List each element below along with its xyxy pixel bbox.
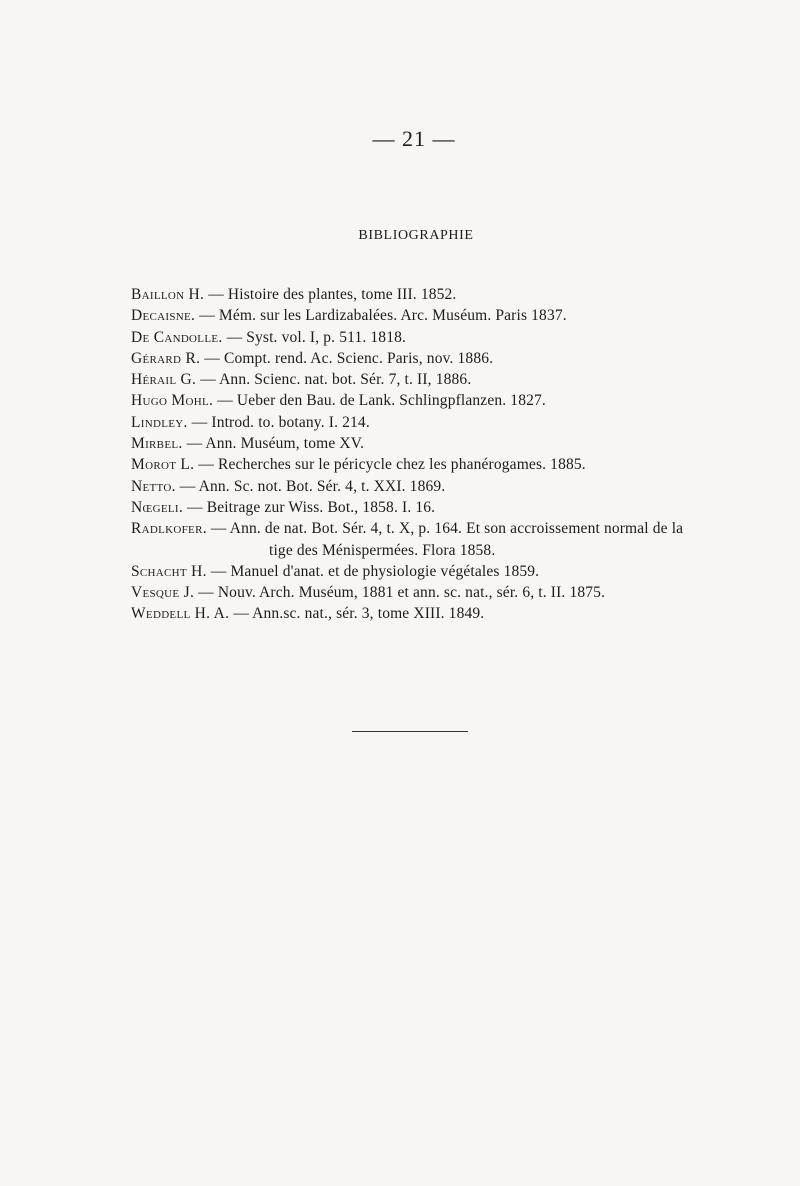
bibliography-entry [131, 412, 711, 433]
bibliography-entry [131, 561, 711, 582]
entry-author: Radlkofer. [131, 520, 207, 538]
entry-author: Gérard R. [131, 349, 201, 367]
page-number: — 21 — [372, 126, 456, 151]
entry-reference: — Ann. Sc. not. Bot. Sér. 4, t. XXI. 1869. [175, 477, 446, 495]
entry-reference: — Ann. Muséum, tome XV. [182, 435, 365, 453]
entry-reference: — Introd. to. botany. I. 214. [187, 413, 370, 431]
entry-reference: — Ann.sc. nat., sér. 3, tome XIII. 1849. [229, 605, 485, 623]
bibliography-entry [131, 454, 711, 475]
entry-author: De Candolle. [131, 328, 223, 346]
bibliography-entry [131, 327, 711, 348]
entry-reference: — Mém. sur les Lardizabalées. Arc. Muséum. Paris 1837. [195, 307, 567, 325]
end-rule-divider [352, 731, 468, 732]
entry-reference: — Beitrage zur Wiss. Bot., 1858. I. 16. [183, 498, 436, 516]
entry-reference: — Ueber den Bau. de Lank. Schlingpflanzen. 1827. [213, 392, 546, 410]
bibliography-entry [131, 390, 711, 411]
entry-reference: — Syst. vol. I, p. 511. 1818. [222, 328, 407, 346]
entry-author: Morot L. [131, 456, 195, 474]
entry-author: Schacht H. [131, 562, 207, 580]
bibliography-list [131, 284, 711, 625]
entry-reference: — Ann. de nat. Bot. Sér. 4, t. X, p. 164. Et son accroissement normal de la tige des Ménispermées. Flora 1858. [206, 520, 684, 559]
entry-author: Netto. [131, 477, 176, 495]
entry-author: Vesque J. [131, 584, 195, 602]
bibliography-entry [131, 518, 711, 561]
entry-author: Mirbel. [131, 435, 183, 453]
entry-author: Hugo Mohl. [131, 392, 214, 410]
bibliography-entry [131, 305, 711, 326]
bibliography-entry [131, 582, 711, 603]
entry-reference: — Manuel d'anat. et de physiologie végétales 1859. [206, 562, 540, 580]
bibliography-entry [131, 497, 711, 518]
entry-author: Decaisne. [131, 307, 196, 325]
entry-author: Weddell H. A. [131, 605, 230, 623]
bibliography-entry [131, 369, 711, 390]
entry-author: Lindley. [131, 413, 188, 431]
entry-reference: — Histoire des plantes, tome III. 1852. [204, 286, 457, 303]
bibliography-entry [131, 476, 711, 497]
bibliography-entry [131, 603, 711, 624]
entry-reference: — Recherches sur le péricycle chez les phanérogames. 1885. [194, 456, 586, 474]
entry-reference: — Compt. rend. Ac. Scienc. Paris, nov. 1886. [200, 349, 494, 367]
bibliography-entry [131, 348, 711, 369]
entry-reference: — Nouv. Arch. Muséum, 1881 et ann. sc. nat., sér. 6, t. II. 1875. [194, 584, 606, 602]
entry-author: Hérail G. [131, 371, 197, 389]
bibliography-heading: BIBLIOGRAPHIE [358, 228, 474, 243]
entry-author: Baillon H. [131, 286, 205, 303]
entry-reference: — Ann. Scienc. nat. bot. Sér. 7, t. II, 1886. [196, 371, 472, 389]
bibliography-entry [131, 284, 711, 305]
entry-author: Nœgeli. [131, 498, 183, 516]
bibliography-entry [131, 433, 711, 454]
